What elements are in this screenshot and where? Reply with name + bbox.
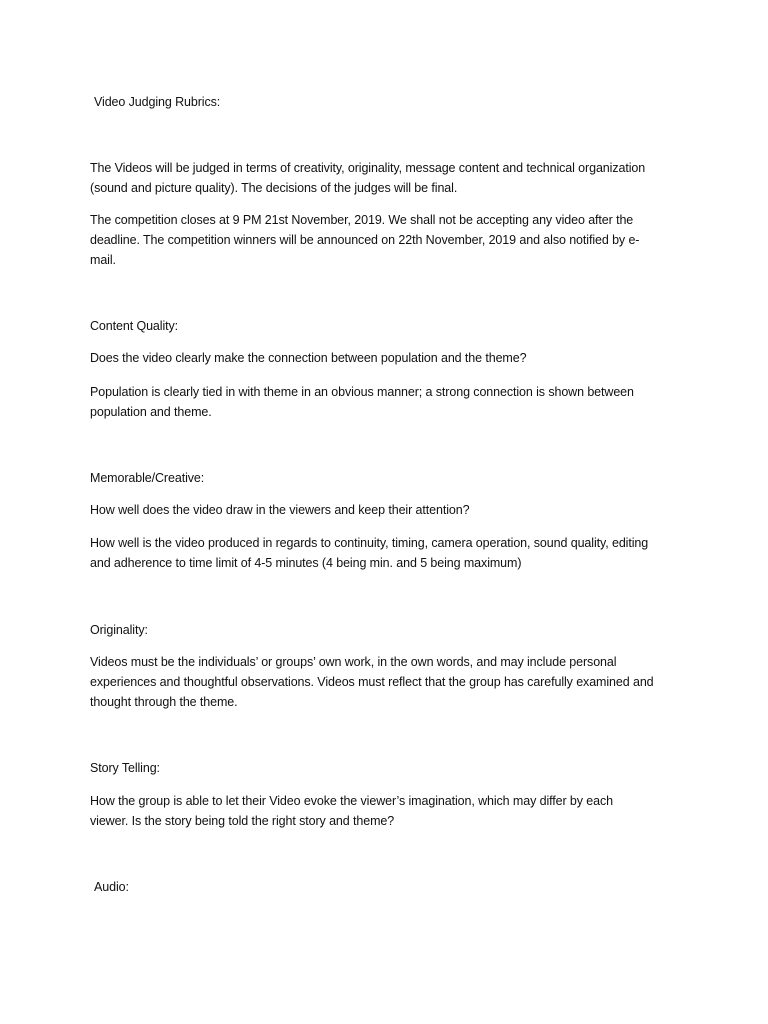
content-quality-answer-line-2: population and theme. [90, 405, 212, 419]
story-telling-heading: Story Telling: [90, 761, 160, 775]
document-title: Video Judging Rubrics: [94, 95, 221, 109]
originality-line-2: experiences and thoughtful observations. Videos must reflect that the group has carefully examined and [90, 675, 654, 689]
intro-line-1: The Videos will be judged in terms of creativity, originality, message content and technical organization [90, 161, 646, 175]
content-quality-heading: Content Quality: [90, 319, 179, 333]
deadline-line-1: The competition closes at 9 PM 21st November, 2019. We shall not be accepting any video after the [90, 213, 634, 227]
story-telling-line-2: viewer. Is the story being told the right story and theme? [90, 814, 395, 828]
content-quality-question: Does the video clearly make the connection between population and the theme? [90, 351, 527, 365]
content-quality-answer-line-1: Population is clearly tied in with theme in an obvious manner; a strong connection is shown between [90, 385, 634, 399]
memorable-creative-answer-line-2: and adherence to time limit of 4-5 minutes (4 being min. and 5 being maximum) [90, 556, 522, 570]
originality-line-1: Videos must be the individuals’ or groups’ own work, in the own words, and may include personal [90, 655, 617, 669]
intro-line-2: (sound and picture quality). The decisions of the judges will be final. [90, 181, 458, 195]
deadline-line-3: mail. [90, 253, 116, 267]
story-telling-line-1: How the group is able to let their Video evoke the viewer’s imagination, which may differ by each [90, 794, 614, 808]
memorable-creative-answer-line-1: How well is the video produced in regards to continuity, timing, camera operation, sound quality, editing [90, 536, 649, 550]
deadline-line-2: deadline. The competition winners will be announced on 22th November, 2019 and also notified by e- [90, 233, 640, 247]
originality-heading: Originality: [90, 623, 148, 637]
memorable-creative-question: How well does the video draw in the viewers and keep their attention? [90, 503, 470, 517]
audio-heading: Audio: [94, 880, 129, 894]
memorable-creative-heading: Memorable/Creative: [90, 471, 205, 485]
originality-line-3: thought through the theme. [90, 695, 238, 709]
